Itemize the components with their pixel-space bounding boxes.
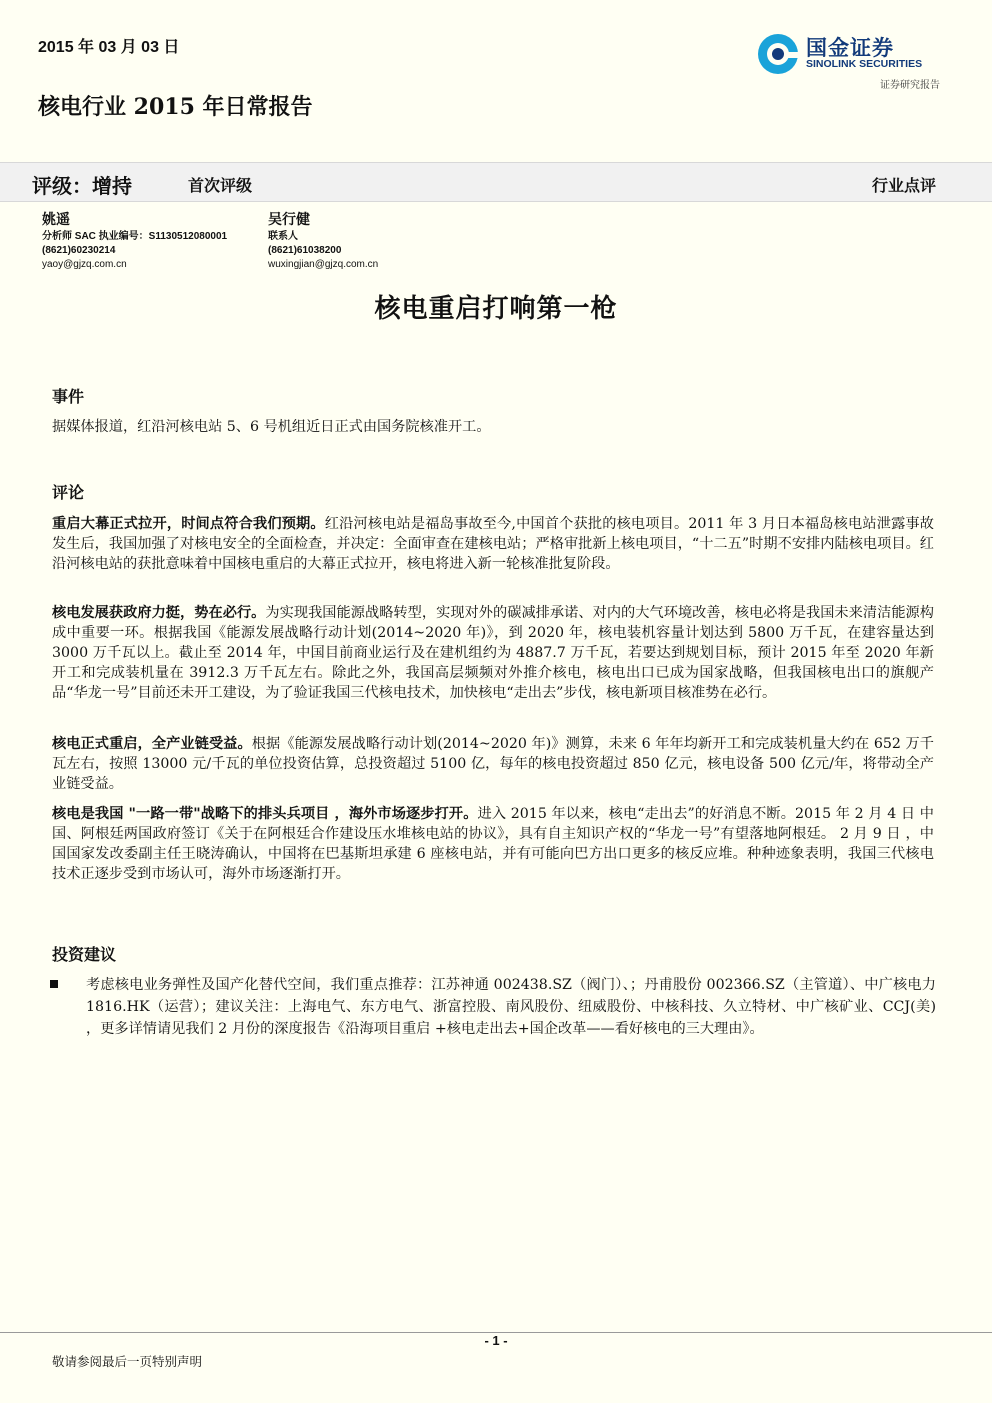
rating-first: 首次评级 xyxy=(188,176,253,195)
comment-paragraph xyxy=(52,804,934,884)
main-title: 核电重启打响第一枪 xyxy=(374,294,618,324)
comment-paragraph xyxy=(52,514,934,574)
report-type: 行业点评 xyxy=(871,176,936,195)
advice-text: 考虑核电业务弹性及国产化替代空间，我们重点推荐：江苏神通 002438.SZ（阀门）、；丹甫股份 002366.SZ（主管道）、中广核电力 1816.HK（运营）；建议关注：上海电气、东方电气、浙富控股、南风股份、纽威股份、中核科技、久立特材、中广核矿业、CCJ(美) ，更多详情请见我们 2 月份的深度报告《沿海项目重启 +核电走出去+国企改革——看好核电的三大理由》。 xyxy=(86,977,936,1037)
advice-heading: 投资建议 xyxy=(52,945,117,964)
event-heading: 事件 xyxy=(52,387,85,406)
rating-bar xyxy=(0,162,992,202)
report-title: 核电行业 2015 年日常报告 xyxy=(38,94,313,120)
analyst-email[interactable]: yaoy@gjzq.com.cn xyxy=(42,259,127,270)
comment-paragraph xyxy=(52,734,934,794)
paragraph-lead: 核电是我国 "一路一带"战略下的排头兵项目 ，海外市场逐步打开。 xyxy=(52,806,478,822)
bullet-square-icon xyxy=(50,980,58,988)
paragraph-body: 根据《能源发展战略行动计划(2014~2020 年)》测算，未来 6 年年均新开工和完成装机量大约在 652 万千瓦左右，按照 13000 元/千瓦的单位投资估算，总投资超过 5100 亿，每年的核电投资超过 850 亿元，核电设备 500 亿元/年，将带动全产业链受益。 xyxy=(52,736,934,792)
footer-disclaimer: 敬请参阅最后一页特别声明 xyxy=(52,1354,203,1369)
contact-name: 吴行健 xyxy=(268,212,310,228)
contact-block xyxy=(268,210,378,272)
comment-heading: 评论 xyxy=(52,483,85,502)
analyst-block xyxy=(42,210,227,272)
logo-subtitle: 证券研究报告 xyxy=(880,80,940,91)
contact-phone: (8621)61038200 xyxy=(268,245,342,256)
paragraph-lead: 核电正式重启，全产业链受益。 xyxy=(52,736,252,752)
paragraph-body: 红沿河核电站是福岛事故至今,中国首个获批的核电项目。2011 年 3 月日本福岛核电站泄露事故发生后，我国加强了对核电安全的全面检查，并决定：全面审查在建核电站；严格审批新上核电项目，“十二五”时期不安排内陆核电项目。红沿河核电站的获批意味着中国核电重启的大幕正式拉开，核电将进入新一轮核准批复阶段。 xyxy=(52,516,934,572)
event-text: 据媒体报道，红沿河核电站 5、6 号机组近日正式由国务院核准开工。 xyxy=(52,419,491,435)
paragraph-body: 进入 2015 年以来，核电“走出去”的好消息不断。2015 年 2 月 4 日 中国、阿根廷两国政府签订《关于在阿根廷合作建设压水堆核电站的协议》，具有自主知识产权的“华龙一号”有望落地阿根廷。 2 月 9 日 ，中国国家发改委副主任王晓涛确认，中国将在巴基斯坦承建 6 座核电站，并有可能向巴方出口更多的核反应堆。种种迹象表明，我国三代核电技术正逐步受到市场认可，海外市场逐渐打开。 xyxy=(52,806,934,882)
sinolink-logo-icon xyxy=(756,32,800,76)
logo-chinese-name: 国金证券 xyxy=(806,37,894,60)
paragraph-body: 为实现我国能源战略转型，实现对外的碳减排承诺、对内的大气环境改善，核电必将是我国未来清洁能源构成中重要一环。根据我国《能源发展战略行动计划(2014~2020 年)》，到 2020 年，核电装机容量计划达到 5800 万千瓦，在建容量达到 3000 万千瓦以上。截止至 2014 年，中国目前商业运行及在建机组约为 4887.7 万千瓦，若要达到规划目标，预计 2015 年至 2020 年新开工和完成装机量在 3912.3 万千瓦左右。除此之外，我国高层频频对外推介核电，核电出口已成为国家战略，但我国核电出口的旗舰产品“华龙一号”目前还未开工建设，为了验证我国三代核电技术，加快核电“走出去”步伐，核电新项目核准势在必行。 xyxy=(52,605,934,701)
paragraph-lead: 核电发展获政府力挺，势在必行。 xyxy=(52,605,266,621)
company-logo xyxy=(756,30,946,92)
analyst-license: 分析师 SAC 执业编号：S1130512080001 xyxy=(42,231,228,242)
logo-english-name: SINOLINK SECURITIES xyxy=(806,58,923,70)
rating-label: 评级：增持 xyxy=(32,174,132,198)
contact-role: 联系人 xyxy=(268,231,298,242)
paragraph-lead: 重启大幕正式拉开，时间点符合我们预期。 xyxy=(52,516,325,532)
comment-paragraph xyxy=(52,603,934,703)
report-date: 2015 年 03 月 03 日 xyxy=(38,39,180,56)
analyst-name: 姚遥 xyxy=(42,212,70,228)
analyst-phone: (8621)60230214 xyxy=(42,245,116,256)
page-number: - 1 - xyxy=(484,1333,508,1348)
contact-email[interactable]: wuxingjian@gjzq.com.cn xyxy=(268,259,379,270)
